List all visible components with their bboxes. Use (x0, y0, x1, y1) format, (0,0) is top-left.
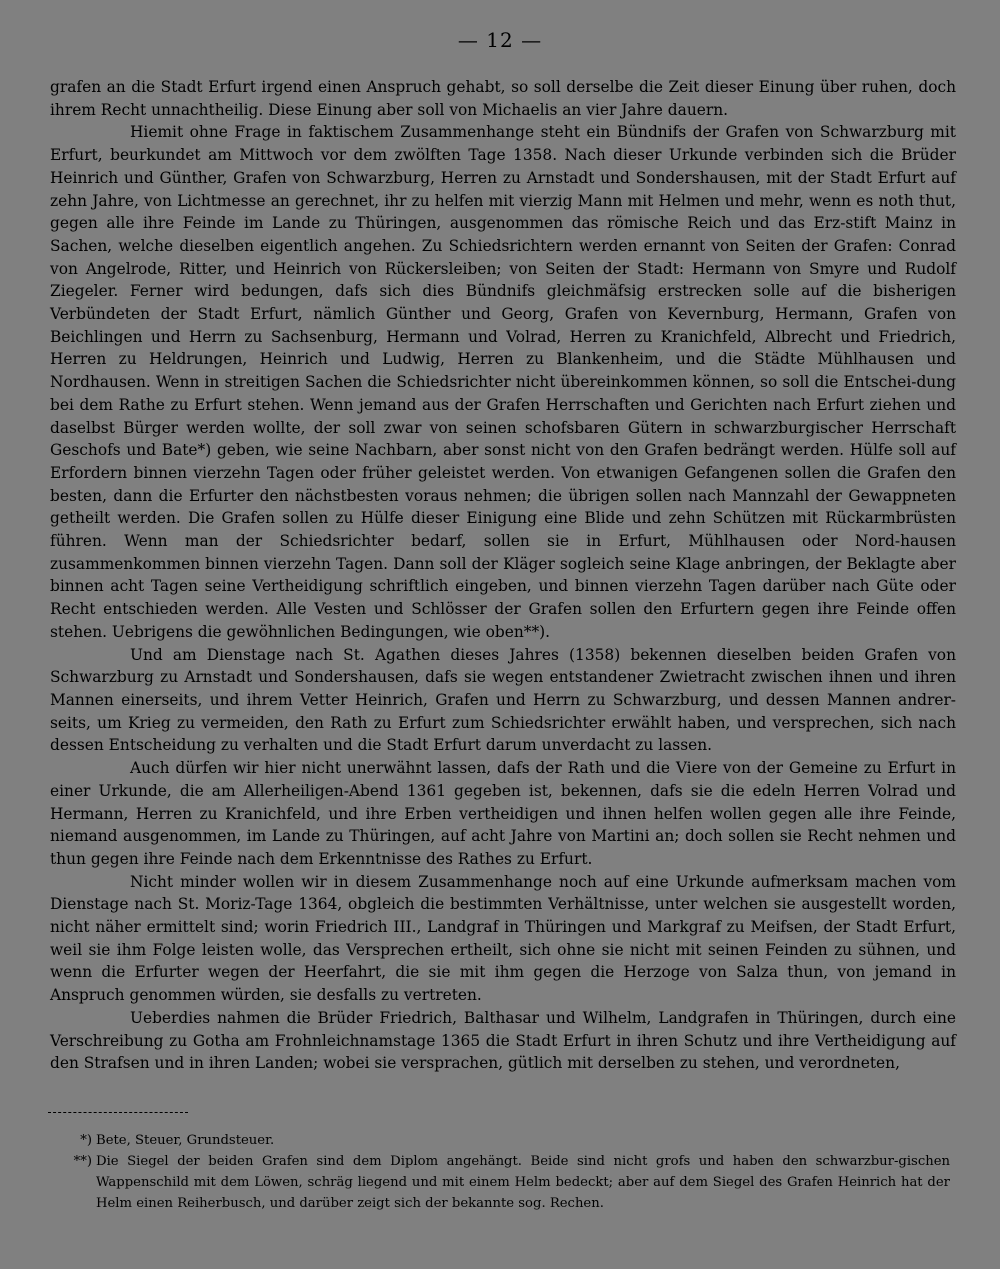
footnote-divider (48, 1112, 188, 1113)
footnotes (60, 1130, 950, 1214)
footnote-text: Bete, Steuer, Grundsteuer. (96, 1133, 275, 1148)
page-number: — 12 — (457, 28, 543, 52)
paragraph: Ueberdies nahmen die Brüder Friedrich, Balthasar und Wilhelm, Landgrafen in Thüringen, durch eine Verschreibung zu Gotha am Frohnleichnamstage 1365 die Stadt Erfurt in ihren Schutz und ihre Vertheidigung auf den Strafsen und in ihren Landen; wobei sie versprachen, gütlich mit derselben zu stehen, und verordneten, (50, 1008, 956, 1073)
footnote-mark: **) (73, 1154, 92, 1169)
footnote-text: Die Siegel der beiden Grafen sind dem Diplom angehängt. Beide sind nicht grofs und haben den schwarzbur-gischen Wappenschild mit dem Löwen, schräg liegend und mit einem Helm bedeckt; aber auf dem Siegel des Grafen Heinrich hat der Helm einen Reiherbusch, und darüber zeigt sich der bekannte sog. Rechen. (96, 1154, 950, 1211)
paragraph: Nicht minder wollen wir in diesem Zusammenhange noch auf eine Urkunde aufmerksam machen vom Dienstage nach St. Moriz-Tage 1364, obgleich die bestimmten Verhältnisse, unter welchen sie ausgestellt worden, nicht näher ermittelt sind; worin Friedrich III., Landgraf in Thüringen und Markgraf zu Meifsen, der Stadt Erfurt, weil sie ihm Folge leisten wolle, das Versprechen ertheilt, sich ohne sie nicht mit seinen Feinden zu sühnen, und wenn die Erfurter wegen der Heerfahrt, die sie mit ihm gegen die Herzoge von Salza thun, von jemand in Anspruch genommen würden, sie desfalls zu vertreten. (50, 872, 956, 1005)
paragraph: Hiemit ohne Frage in faktischem Zusammenhange steht ein Bündnifs der Grafen von Schwarzburg mit Erfurt, beurkundet am Mittwoch vor dem zwölften Tage 1358. Nach dieser Urkunde verbinden sich die Brüder Heinrich und Günther, Grafen von Schwarzburg, Herren zu Arnstadt und Sondershausen, mit der Stadt Erfurt auf zehn Jahre, von Lichtmesse an gerechnet, ihr zu helfen mit vierzig Mann mit Helmen und mehr, wenn es noth thut, gegen alle ihre Feinde im Lande zu Thüringen, ausgenommen das römische Reich und das Erz-stift Mainz in Sachen, welche dieselben eigentlich angehen. Zu Schiedsrichtern werden ernannt von Seiten der Grafen: Conrad von Angelrode, Ritter, und Heinrich von Rückersleiben; von Seiten der Stadt: Hermann von Smyre und Rudolf Ziegeler. Ferner wird bedungen, dafs sich dies Bündnifs gleichmäfsig erstrecken solle auf die bisherigen Verbündeten der Stadt Erfurt, nämlich Günther und Georg, Grafen von Kevernburg, Hermann, Grafen von Beichlingen und Herrn zu Sachsenburg, Hermann und Volrad, Herren zu Kranichfeld, Albrecht und Friedrich, Herren zu Heldrungen, Heinrich und Ludwig, Herren zu Blankenheim, und die Städte Mühlhausen und Nordhausen. Wenn in streitigen Sachen die Schiedsrichter nicht übereinkommen können, so soll die Entschei-dung bei dem Rathe zu Erfurt stehen. Wenn jemand aus der Grafen Herrschaften und Gerichten nach Erfurt ziehen und daselbst Bürger werden wollte, der soll zwar von seinen schofsbaren Gütern in schwarzburgischer Herrschaft Geschofs und Bate*) geben, wie seine Nachbarn, aber sonst nicht von den Grafen bedrängt werden. Hülfe soll auf Erfordern binnen vierzehn Tagen oder früher geleistet werden. Von etwanigen Gefangenen sollen die Grafen den besten, dann die Erfurter den nächstbesten voraus nehmen; die übrigen sollen nach Mannzahl der Gewappneten getheilt werden. Die Grafen sollen zu Hülfe dieser Einigung eine Blide und zehn Schützen mit Rückarmbrüsten führen. Wenn man der Schiedsrichter bedarf, sollen sie in Erfurt, Mühlhausen oder Nord-hausen zusammenkommen binnen vierzehn Tagen. Dann soll der Kläger sogleich seine Klage anbringen, der Beklagte aber binnen acht Tagen seine Vertheidigung schriftlich eingeben, und binnen vierzehn Tagen darüber nach Güte oder Recht entschieden werden. Alle Vesten und Schlösser der Grafen sollen den Erfurtern gegen ihre Feinde offen stehen. Uebrigens die gewöhnlichen Bedingungen, wie oben**). (50, 123, 956, 641)
body-text (50, 76, 956, 1075)
paragraph: Auch dürfen wir hier nicht unerwähnt lassen, dafs der Rath und die Viere von der Gemeine zu Erfurt in einer Urkunde, die am Allerheiligen-Abend 1361 gegeben ist, bekennen, dafs sie die edeln Herren Volrad und Hermann, Herren zu Kranichfeld, und ihre Erben vertheidigen und ihnen helfen wollen gegen alle ihre Feinde, niemand ausgenommen, im Lande zu Thüringen, auf acht Jahre von Martini an; doch sollen sie Recht nehmen und thun gegen ihre Feinde nach dem Erkenntnisse des Rathes zu Erfurt. (50, 759, 956, 868)
paragraph: grafen an die Stadt Erfurt irgend einen Anspruch gehabt, so soll derselbe die Zeit dieser Einung über ruhen, doch ihrem Recht unnachtheilig. Diese Einung aber soll von Michaelis an vier Jahre dauern. (50, 78, 956, 119)
footnote-mark: *) (80, 1133, 92, 1148)
footnote (60, 1151, 950, 1214)
paragraph: Und am Dienstage nach St. Agathen dieses Jahres (1358) bekennen dieselben beiden Grafen von Schwarzburg zu Arnstadt und Sondershausen, dafs sie wegen entstandener Zwietracht zwischen ihnen und ihren Mannen einerseits, und ihrem Vetter Heinrich, Grafen und Herrn zu Schwarzburg, und dessen Mannen andrer-seits, um Krieg zu vermeiden, den Rath zu Erfurt zum Schiedsrichter erwählt haben, und versprechen, sich nach dessen Entscheidung zu verhalten und die Stadt Erfurt darum unverdacht zu lassen. (50, 645, 956, 755)
footnote (60, 1130, 950, 1151)
